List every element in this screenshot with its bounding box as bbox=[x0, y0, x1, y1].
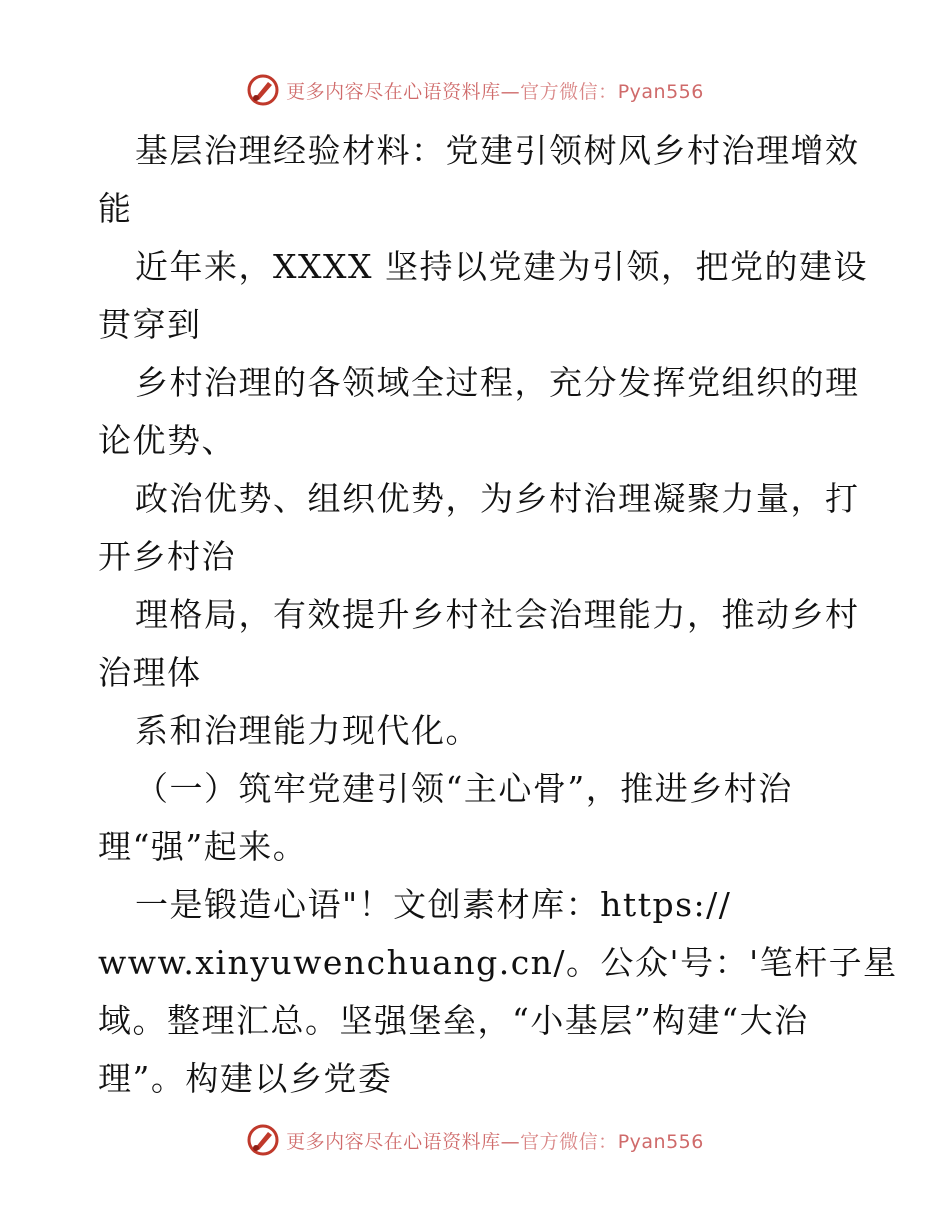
doc-line: 治理体 bbox=[98, 653, 202, 692]
doc-line: 开乡村治 bbox=[98, 537, 236, 576]
doc-line: 理”。构建以乡党委 bbox=[98, 1059, 393, 1098]
doc-line: 政治优势、组织优势，为乡村治理凝聚力量，打 bbox=[135, 479, 860, 518]
section-heading-line-2: 理“强”起来。 bbox=[98, 827, 308, 866]
doc-line: 近年来，XXXX 坚持以党建为引领，把党的建设 bbox=[135, 247, 868, 286]
doc-title-line-1: 基层治理经验材料：党建引领树风乡村治理增效 bbox=[135, 131, 860, 170]
section-heading-line-1: （一）筑牢党建引领“主心骨”，推进乡村治 bbox=[135, 769, 793, 808]
watermark-banner-top bbox=[0, 70, 950, 110]
doc-line: 论优势、 bbox=[98, 421, 236, 460]
brush-logo-icon bbox=[246, 1123, 280, 1157]
doc-line: 系和治理能力现代化。 bbox=[135, 711, 480, 750]
watermark-text: 更多内容尽在心语资料库—官方微信：Pyan556 bbox=[286, 1130, 704, 1153]
doc-line: 域。整理汇总。坚强堡垒，“小基层”构建“大治 bbox=[98, 1001, 809, 1040]
watermark-banner-bottom bbox=[0, 1120, 950, 1160]
doc-title-line-2: 能 bbox=[98, 189, 133, 228]
doc-line: 乡村治理的各领域全过程，充分发挥党组织的理 bbox=[135, 363, 860, 402]
doc-line: www.xinyuwenchuang.cn/。公众'号：'笔杆子星 bbox=[98, 943, 898, 982]
doc-line: 贯穿到 bbox=[98, 305, 202, 344]
brush-logo-icon bbox=[246, 73, 280, 107]
doc-line: 一是锻造心语"！文创素材库：https:// bbox=[135, 885, 732, 924]
document-body bbox=[98, 122, 898, 1108]
watermark-text: 更多内容尽在心语资料库—官方微信：Pyan556 bbox=[286, 80, 704, 103]
doc-line: 理格局，有效提升乡村社会治理能力，推动乡村 bbox=[135, 595, 860, 634]
